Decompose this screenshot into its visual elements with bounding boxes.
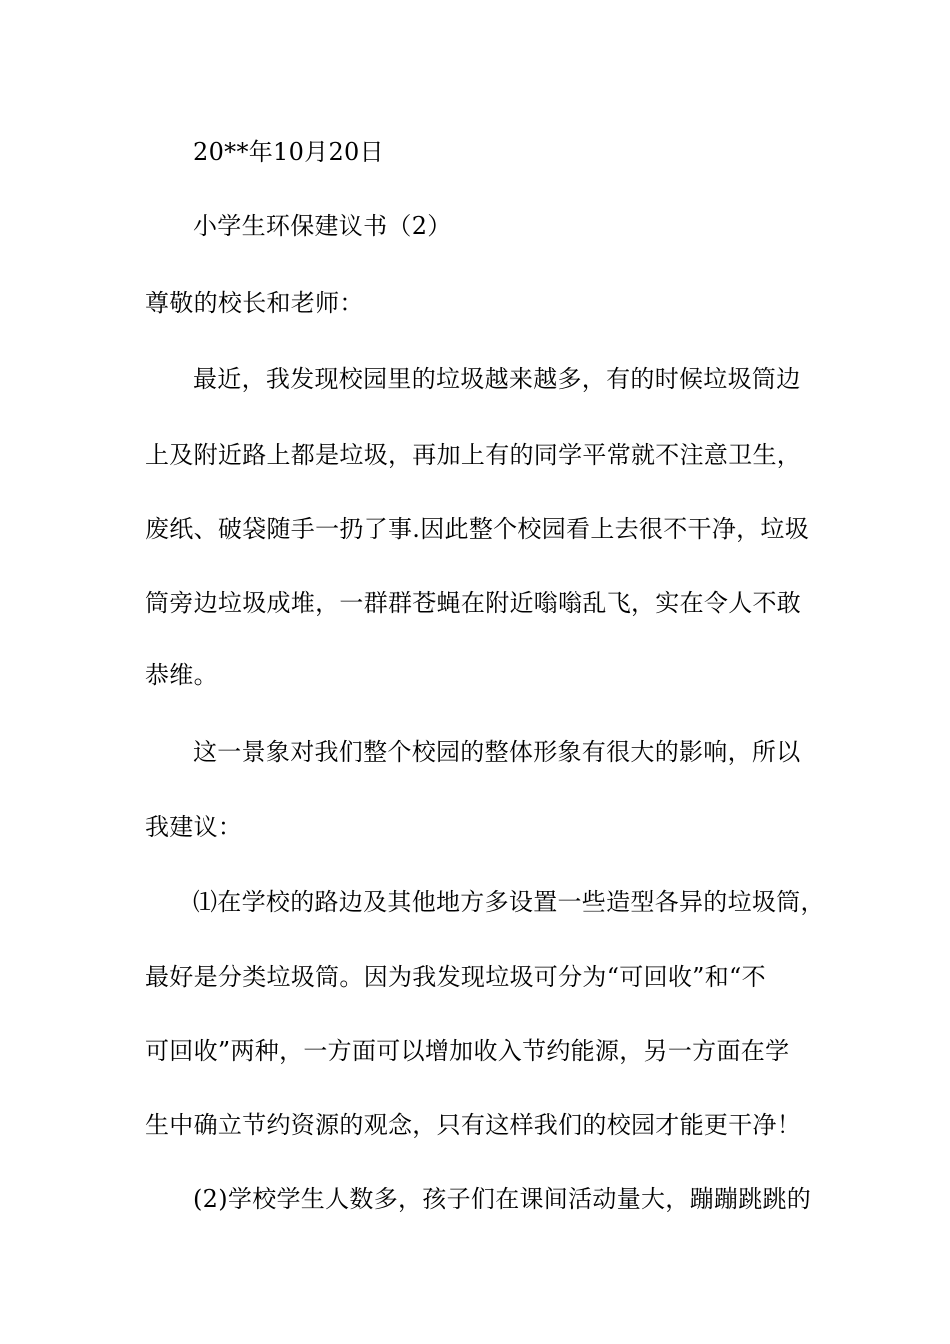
paragraph-line: 上及附近路上都是垃圾，再加上有的同学平常就不注意卫生， [145,441,802,469]
suggestion-1-line: 可回收”两种，一方面可以增加收入节约能源，另一方面在学 [145,1037,790,1065]
paragraph-line: 这一景象对我们整个校园的整体形象有很大的影响，所以 [193,738,801,766]
paragraph-line: 恭维。 [145,661,218,689]
paragraph-line: 废纸、破袋随手一扔了事.因此整个校园看上去很不干净，垃圾 [145,515,810,543]
salutation: 尊敬的校长和老师： [145,289,364,317]
document-title: 小学生环保建议书（2） [193,212,452,240]
paragraph-line: 筒旁边垃圾成堆，一群群苍蝇在附近嗡嗡乱飞，实在令人不敢 [145,589,802,617]
suggestion-1-line: ⑴在学校的路边及其他地方多设置一些造型各异的垃圾筒， [193,888,825,916]
suggestion-1-line: 生中确立节约资源的观念，只有这样我们的校园才能更干净！ [145,1111,802,1139]
suggestion-2-line: (2)学校学生人数多，孩子们在课间活动量大，蹦蹦跳跳的 [193,1185,812,1213]
suggestion-1-line: 最好是分类垃圾筒。因为我发现垃圾可分为“可回收”和“不 [145,963,766,991]
paragraph-line: 最近，我发现校园里的垃圾越来越多，有的时候垃圾筒边 [193,365,801,393]
date-line: 20**年10月20日 [193,138,384,166]
paragraph-line: 我建议： [145,813,243,841]
